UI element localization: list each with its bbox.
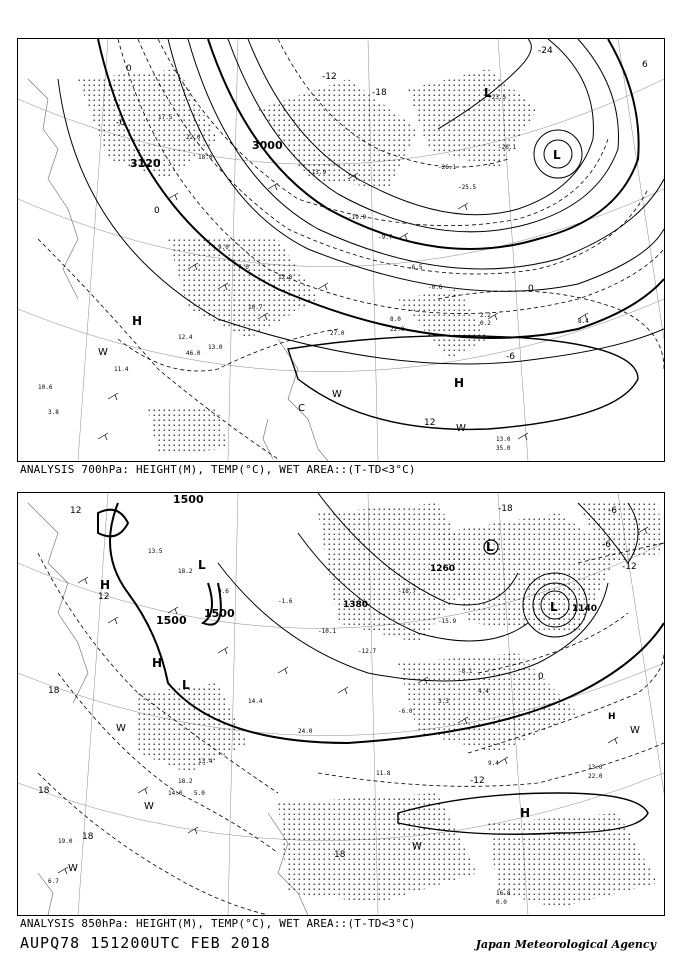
warm-marker: W (412, 841, 422, 852)
temp-label: 12 (424, 418, 436, 428)
temp-label: -6 (506, 352, 515, 362)
warm-marker: W (68, 863, 78, 874)
svg-text:-0.6: -0.6 (428, 284, 443, 291)
low-pressure-center: L (198, 558, 206, 572)
svg-text:7.0: 7.0 (238, 264, 249, 271)
warm-marker: W (630, 725, 640, 736)
svg-text:-23.5: -23.5 (488, 94, 507, 101)
temp-label: 6 (642, 60, 648, 70)
chart-700hpa-map (18, 39, 664, 461)
height-label: 1380 (343, 600, 369, 610)
svg-text:19.0: 19.0 (58, 838, 73, 845)
svg-text:4.4: 4.4 (478, 688, 489, 695)
station-value: 14.0 (168, 790, 183, 797)
temp-label: 18 (82, 832, 94, 842)
svg-text:-10.1: -10.1 (318, 628, 337, 635)
temp-label: -18 (372, 88, 387, 98)
station-value: 22.0 (390, 326, 405, 333)
station-value: 0.0 (496, 899, 507, 906)
station-value: 11.4 (114, 366, 129, 373)
svg-text:18.2: 18.2 (178, 568, 193, 575)
warm-marker: W (116, 723, 126, 734)
svg-text:-25.5: -25.5 (458, 184, 477, 191)
height-label: 1500 (156, 614, 187, 627)
chart-700hpa-caption: ANALYSIS 700hPa: HEIGHT(M), TEMP(°C), WET AREA::(T-TD<3°C) (20, 463, 416, 476)
station-value: 8.4 (578, 318, 589, 325)
station-value: 13.0 (588, 764, 603, 771)
svg-text:0.6: 0.6 (218, 588, 229, 595)
svg-text:12.0: 12.0 (278, 274, 293, 281)
svg-text:3.8: 3.8 (48, 409, 59, 416)
temp-label: 12 (98, 592, 110, 602)
chart-850hpa (17, 492, 665, 916)
bulletin-code: AUPQ78 151200UTC FEB 2018 (20, 934, 271, 952)
height-label: 1140 (572, 604, 598, 614)
svg-text:-6.5: -6.5 (408, 264, 423, 271)
wind-barbs (98, 173, 588, 440)
low-pressure-center: L (550, 600, 558, 614)
temp-label: -18 (498, 504, 513, 514)
station-value: 27.0 (330, 330, 345, 337)
svg-text:6.7: 6.7 (48, 878, 59, 885)
cold-marker: C (298, 403, 305, 414)
high-pressure-center: H (608, 712, 616, 722)
svg-text:9.0: 9.0 (218, 244, 229, 251)
high-pressure-center: H (454, 376, 465, 390)
low-pressure-center: L (484, 86, 492, 100)
station-value: 11.8 (376, 770, 391, 777)
svg-text:24.0: 24.0 (298, 728, 313, 735)
station-value: 16.8 (496, 890, 511, 897)
chart-700hpa (17, 38, 665, 462)
agency-name: Japan Meteorological Agency (475, 938, 656, 951)
svg-text:13.0: 13.0 (208, 344, 223, 351)
high-pressure-center: H (100, 578, 111, 592)
svg-text:-18.7: -18.7 (398, 588, 417, 595)
station-value: 8.0 (390, 316, 401, 323)
station-value: 2.2 (480, 312, 491, 319)
height-label: 3120 (130, 157, 161, 170)
station-value: 9.4 (488, 760, 499, 767)
warm-marker: W (332, 389, 342, 400)
temp-label: 0 (154, 206, 160, 216)
wet-areas (138, 503, 664, 908)
temp-label: 18 (48, 686, 60, 696)
svg-text:-26.1: -26.1 (498, 144, 517, 151)
warm-marker: W (456, 423, 466, 434)
height-label: 1500 (204, 607, 235, 620)
low-pressure-center: L (182, 678, 190, 692)
svg-text:-9.7: -9.7 (378, 234, 393, 241)
low-pressure-center: L (486, 540, 494, 554)
temp-label: -12 (470, 776, 485, 786)
temp-label: -6 (602, 540, 611, 550)
svg-text:13.4: 13.4 (198, 758, 213, 765)
temp-label: 0 (538, 672, 544, 682)
warm-marker: W (98, 347, 108, 358)
svg-text:18.2: 18.2 (178, 778, 193, 785)
temp-label: 0 (528, 284, 534, 294)
station-value: 22.0 (588, 773, 603, 780)
svg-text:12.4: 12.4 (178, 334, 193, 341)
temp-label: 12 (70, 506, 82, 516)
svg-text:13.5: 13.5 (148, 548, 163, 555)
temp-label: 18 (334, 850, 346, 860)
svg-text:14.4: 14.4 (248, 698, 263, 705)
svg-text:18.0: 18.0 (198, 154, 213, 161)
temp-label: 0 (126, 64, 132, 74)
temp-label: 18 (38, 786, 50, 796)
chart-850hpa-caption: ANALYSIS 850hPa: HEIGHT(M), TEMP(°C), WET AREA::(T-TD<3°C) (20, 917, 416, 930)
svg-text:-8.1: -8.1 (458, 668, 473, 675)
temp-label: -12 (622, 562, 637, 572)
svg-text:10.7: 10.7 (248, 304, 263, 311)
station-value: 5.0 (194, 790, 205, 797)
svg-text:-13.9: -13.9 (308, 169, 327, 176)
chart-850hpa-map (18, 493, 664, 915)
svg-text:10.6: 10.6 (38, 384, 53, 391)
temp-label: -6 (116, 118, 125, 128)
temp-label: -12 (322, 72, 337, 82)
svg-text:-19.9: -19.9 (348, 214, 367, 221)
station-value: 13.0 (496, 436, 511, 443)
svg-text:-12.7: -12.7 (358, 648, 377, 655)
temp-label: -6 (608, 506, 617, 516)
svg-text:3.3: 3.3 (438, 698, 449, 705)
svg-text:-15.9: -15.9 (438, 618, 457, 625)
height-label: 1500 (173, 493, 204, 506)
height-label: 3000 (252, 139, 283, 152)
height-label: 1260 (430, 564, 456, 574)
temp-label: -24 (538, 46, 553, 56)
warm-marker: W (144, 801, 154, 812)
high-pressure-center: H (520, 806, 531, 820)
wet-areas (78, 69, 538, 454)
station-value: 46.0 (186, 350, 201, 357)
low-pressure-center: L (553, 148, 561, 162)
svg-text:-26.1: -26.1 (438, 164, 457, 171)
svg-text:22.0: 22.0 (186, 134, 201, 141)
svg-text:17.5: 17.5 (158, 114, 173, 121)
svg-text:-6.0: -6.0 (398, 708, 413, 715)
station-value: 35.0 (496, 445, 511, 452)
station-value: 0.2 (480, 320, 491, 327)
high-pressure-center: H (152, 656, 163, 670)
high-pressure-center: H (132, 314, 143, 328)
svg-text:-1.6: -1.6 (278, 598, 293, 605)
